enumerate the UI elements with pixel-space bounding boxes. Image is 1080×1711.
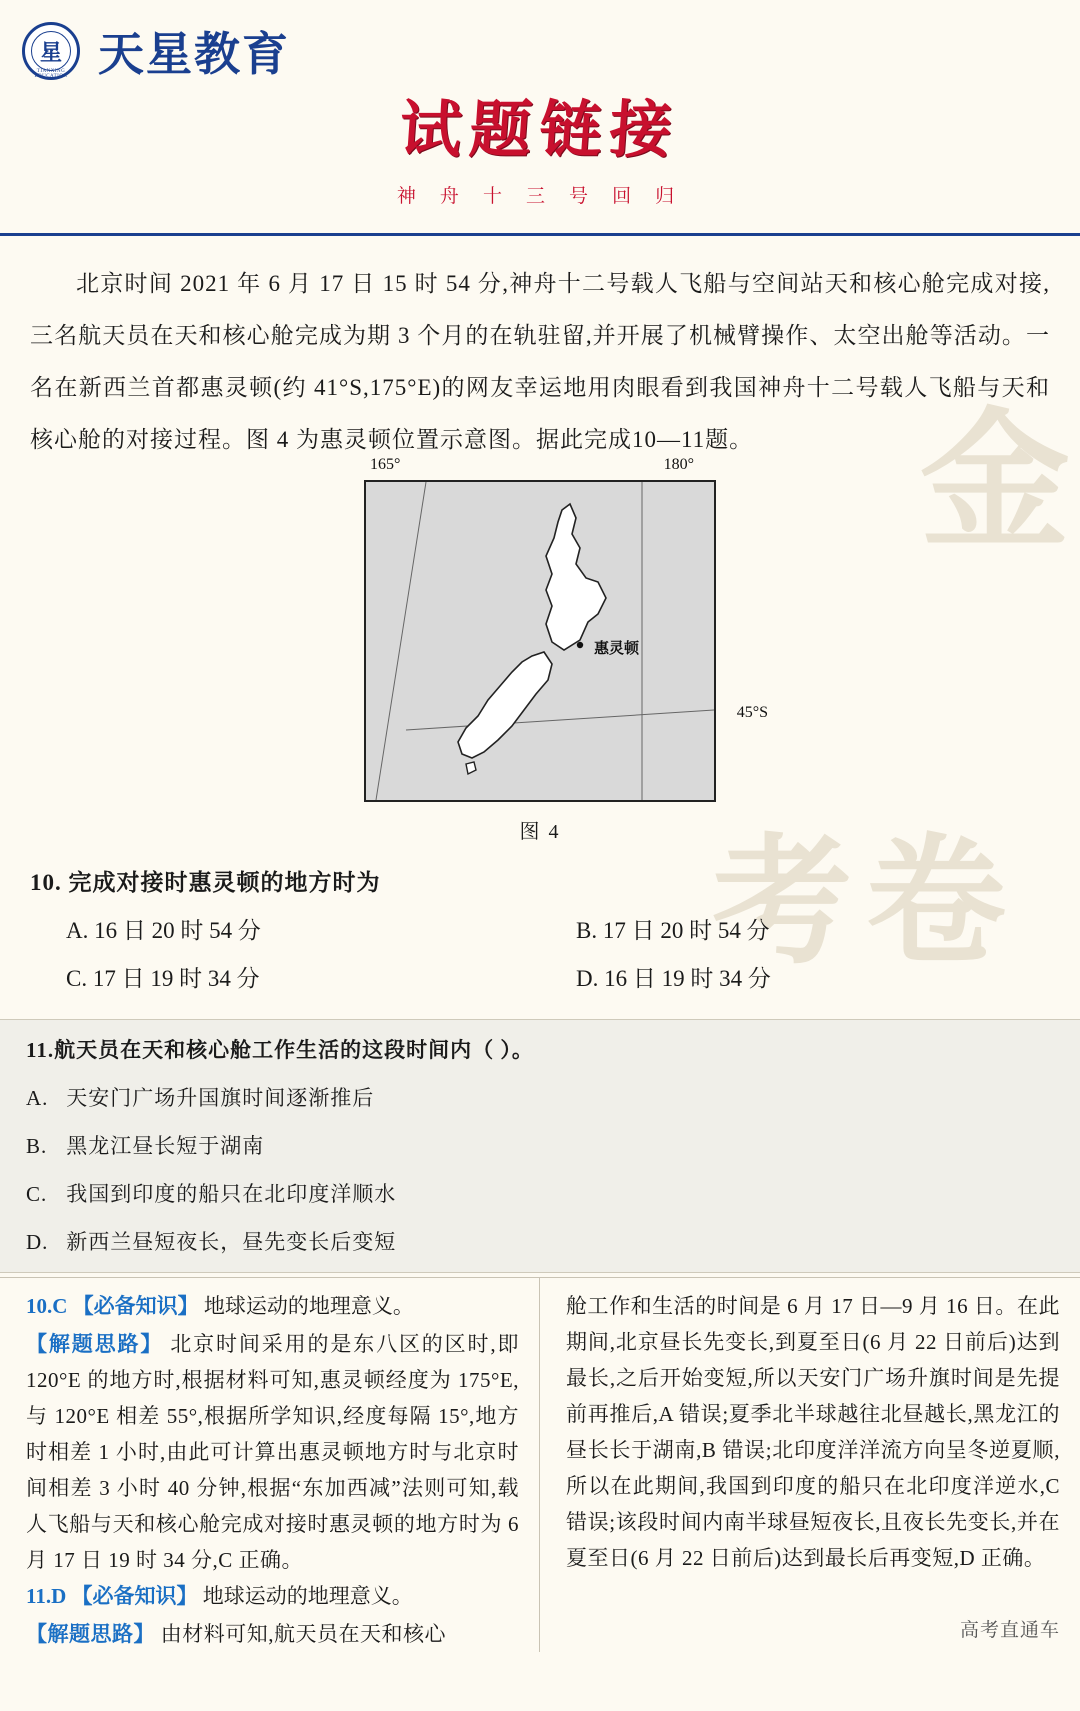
logo-ring-text: TIANXING EDUCATION [34,69,68,79]
option-a-letter: A. [26,1086,49,1110]
option-a[interactable]: A. 16 日 20 时 54 分 [66,918,261,943]
watermark-kaojuan: 考卷 [711,821,1020,984]
option-c-letter: C. [26,1182,48,1206]
answer-10-body [26,1326,519,1578]
question-10-stem [30,864,1050,897]
answer-explanations [0,1277,1080,1652]
answer-11-think: 由材料可知,航天员在天和核心 [160,1622,446,1646]
question-11-stem: 11.航天员在天和核心舱工作生活的这段时间内（ ）。 [26,1038,534,1062]
answer-10-number: 10.C [26,1294,68,1318]
question-11-option-b[interactable] [26,1130,1054,1160]
map-city-label: 惠灵顿 [594,641,640,657]
answer-11-think-tag: 【解题思路】 [26,1622,155,1646]
watermark-jin: 金 [919,395,1070,569]
option-d-text: 新西兰昼短夜长，昼先变长后变短 [66,1230,397,1254]
option-c-text: 我国到印度的船只在北印度洋顺水 [66,1182,397,1206]
option-d-letter: D. [26,1230,49,1254]
option-b[interactable]: B. 17 日 20 时 54 分 [576,918,770,943]
brand-name: 天星教育 [98,27,290,81]
new-zealand-map-icon [366,482,714,800]
passage-text: 北京时间 2021 年 6 月 17 日 15 时 54 分,神舟十二号载人飞船与空间站天和核心舱完成对接,三名航天员在天和核心舱完成为期 3 个月的在轨驻留,并开展了机械臂操作、太空出舱等活动。一名在新西兰首都惠灵顿(约 41°S,175°E)的网友幸运地用肉眼看到我国神舟十二号载人飞船与天和核心舱的对接过程。图 4 为惠灵顿位置示意图。据此完成10—11题。 [30,271,1050,452]
question-10 [0,844,1080,1003]
answer-10-think: 北京时间采用的是东八区的区时,即 120°E 的地方时,根据材料可知,惠灵顿经度为 175°E,与 120°E 相差 55°,根据所学知识,经度每隔 15°,地方时相差 1 小时,由此可计算出惠灵顿地方时与北京时间相差 3 小时 40 分钟,根据“东加西减”法则可知,载人飞船与天和核心舱完成对接时惠灵顿的地方时为 6 月 17 日 19 时 34 分,C 正确。 [26,1332,520,1572]
answer-11-continued: 舱工作和生活的时间是 6 月 17 日—9 月 16 日。在此期间,北京昼长先变长,到夏至日(6 月 22 日前后)达到最长,之后开始变短,所以天安门广场升旗时间是先提前再推后,A 错误;夏季北半球越往北昼越长,黑龙江的昼长长于湖南,B 错误;北印度洋洋流方向呈冬逆夏顺,所以在此期间,我国到印度的船只在北印度洋逆水,C 错误;该段时间内南半球昼短夜长,且夜长先变长,并在夏至日(6 月 22 日前后)达到最长后再变短,D 正确。 [566,1294,1060,1570]
map-label-165: 165° [370,456,401,473]
logo-initial: 星 [31,31,71,71]
logo-icon [22,22,80,80]
answer-column-left [0,1278,540,1652]
title-block [0,80,1080,208]
answer-11-number: 11.D [26,1584,67,1608]
answer-10-knowledge: 地球运动的地理意义。 [203,1294,414,1318]
answer-11-knowledge: 地球运动的地理意义。 [202,1584,413,1608]
option-b-letter: B. [26,1134,48,1158]
question-11-option-d[interactable] [26,1226,1054,1256]
brand [0,0,1080,84]
page-title: 试题链接 [397,93,683,166]
option-d[interactable]: D. 16 日 19 时 34 分 [576,966,771,991]
passage [0,236,1080,466]
answer-11-body [26,1616,519,1652]
answer-10-knowledge-tag: 【必备知识】 [72,1294,199,1318]
page-header [0,0,1080,236]
map-figure [364,456,768,802]
answer-10-head [26,1288,519,1324]
question-11-option-a[interactable] [26,1082,1054,1112]
map-label-180: 180° [663,456,694,473]
map-label-45s: 45°S [736,704,768,721]
footer-brand: 高考直通车 [959,1620,1060,1641]
page-subtitle: 神 舟 十 三 号 回 归 [396,185,684,207]
figure-caption: 图 4 [519,821,561,843]
question-10-text: 完成对接时惠灵顿的地方时为 [68,870,381,895]
answer-11-knowledge-tag: 【必备知识】 [71,1584,198,1608]
question-10-options [30,907,1050,1003]
question-11-option-c[interactable] [26,1178,1054,1208]
figure [0,456,1080,844]
answer-10-think-tag: 【解题思路】 [26,1332,164,1356]
option-c[interactable]: C. 17 日 19 时 34 分 [66,966,260,991]
answer-column-right [540,1278,1080,1652]
question-11 [0,1019,1080,1273]
question-10-number: 10. [30,870,62,895]
answer-11-head [26,1578,519,1614]
option-b-text: 黑龙江昼长短于湖南 [66,1134,265,1158]
option-a-text: 天安门广场升国旗时间逐渐推后 [66,1086,375,1110]
